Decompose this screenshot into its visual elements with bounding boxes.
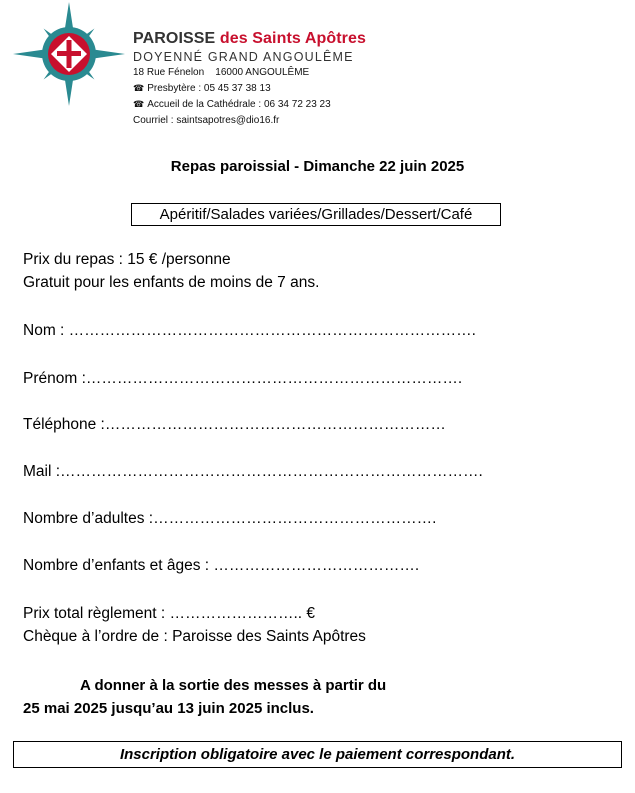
menu-box: Apéritif/Salades variées/Grillades/Dessert/Café xyxy=(131,203,501,226)
parish-name-part2: des Saints Apôtres xyxy=(219,30,366,47)
total-field[interactable]: Prix total règlement : …………………….. € xyxy=(23,605,315,622)
phone-icon: ☎ xyxy=(133,99,145,109)
enfants-field[interactable]: Nombre d’enfants et âges : …………………………………. xyxy=(23,557,420,574)
deanery: DOYENNÉ GRAND ANGOULÊME xyxy=(133,50,354,64)
cathedrale-phone xyxy=(133,97,366,112)
email: Courriel : saintsapotres@dio16.fr xyxy=(133,115,280,126)
price-line: Prix du repas : 15 € /personne xyxy=(23,251,231,268)
cheque-line: Chèque à l’ordre de : Paroisse des Saints Apôtres xyxy=(23,628,366,645)
phone-icon: ☎ xyxy=(133,83,145,93)
nom-field[interactable]: Nom : ……………………………………………………………………. xyxy=(23,322,476,339)
parish-name-part1: PAROISSE xyxy=(133,30,216,47)
prenom-field[interactable]: Prénom :………………………………………………………………. xyxy=(23,370,463,387)
telephone-field[interactable]: Téléphone :………………………………………………………… xyxy=(23,416,446,433)
parish-header xyxy=(133,30,366,128)
mail-field[interactable]: Mail :………………………………………………………………………. xyxy=(23,463,483,480)
free-children-line: Gratuit pour les enfants de moins de 7 ans. xyxy=(23,274,320,291)
adultes-field[interactable]: Nombre d’adultes :………………………………………………. xyxy=(23,510,437,527)
presbytere-phone-text: Presbytère : 05 45 37 38 13 xyxy=(147,83,271,94)
cathedrale-phone-text: Accueil de la Cathédrale : 06 34 72 23 23 xyxy=(147,99,331,110)
deadline-line-1: A donner à la sortie des messes à partir du xyxy=(80,677,387,694)
address: 18 Rue Fénelon 16000 ANGOULÊME xyxy=(133,67,310,78)
parish-name xyxy=(133,30,366,48)
parish-logo-icon xyxy=(12,2,126,110)
deadline-line-2: 25 mai 2025 jusqu’au 13 juin 2025 inclus. xyxy=(23,700,314,717)
footer-notice: Inscription obligatoire avec le paiement correspondant. xyxy=(13,741,622,768)
page-title: Repas paroissial - Dimanche 22 juin 2025 xyxy=(170,158,465,175)
presbytere-phone xyxy=(133,81,366,96)
